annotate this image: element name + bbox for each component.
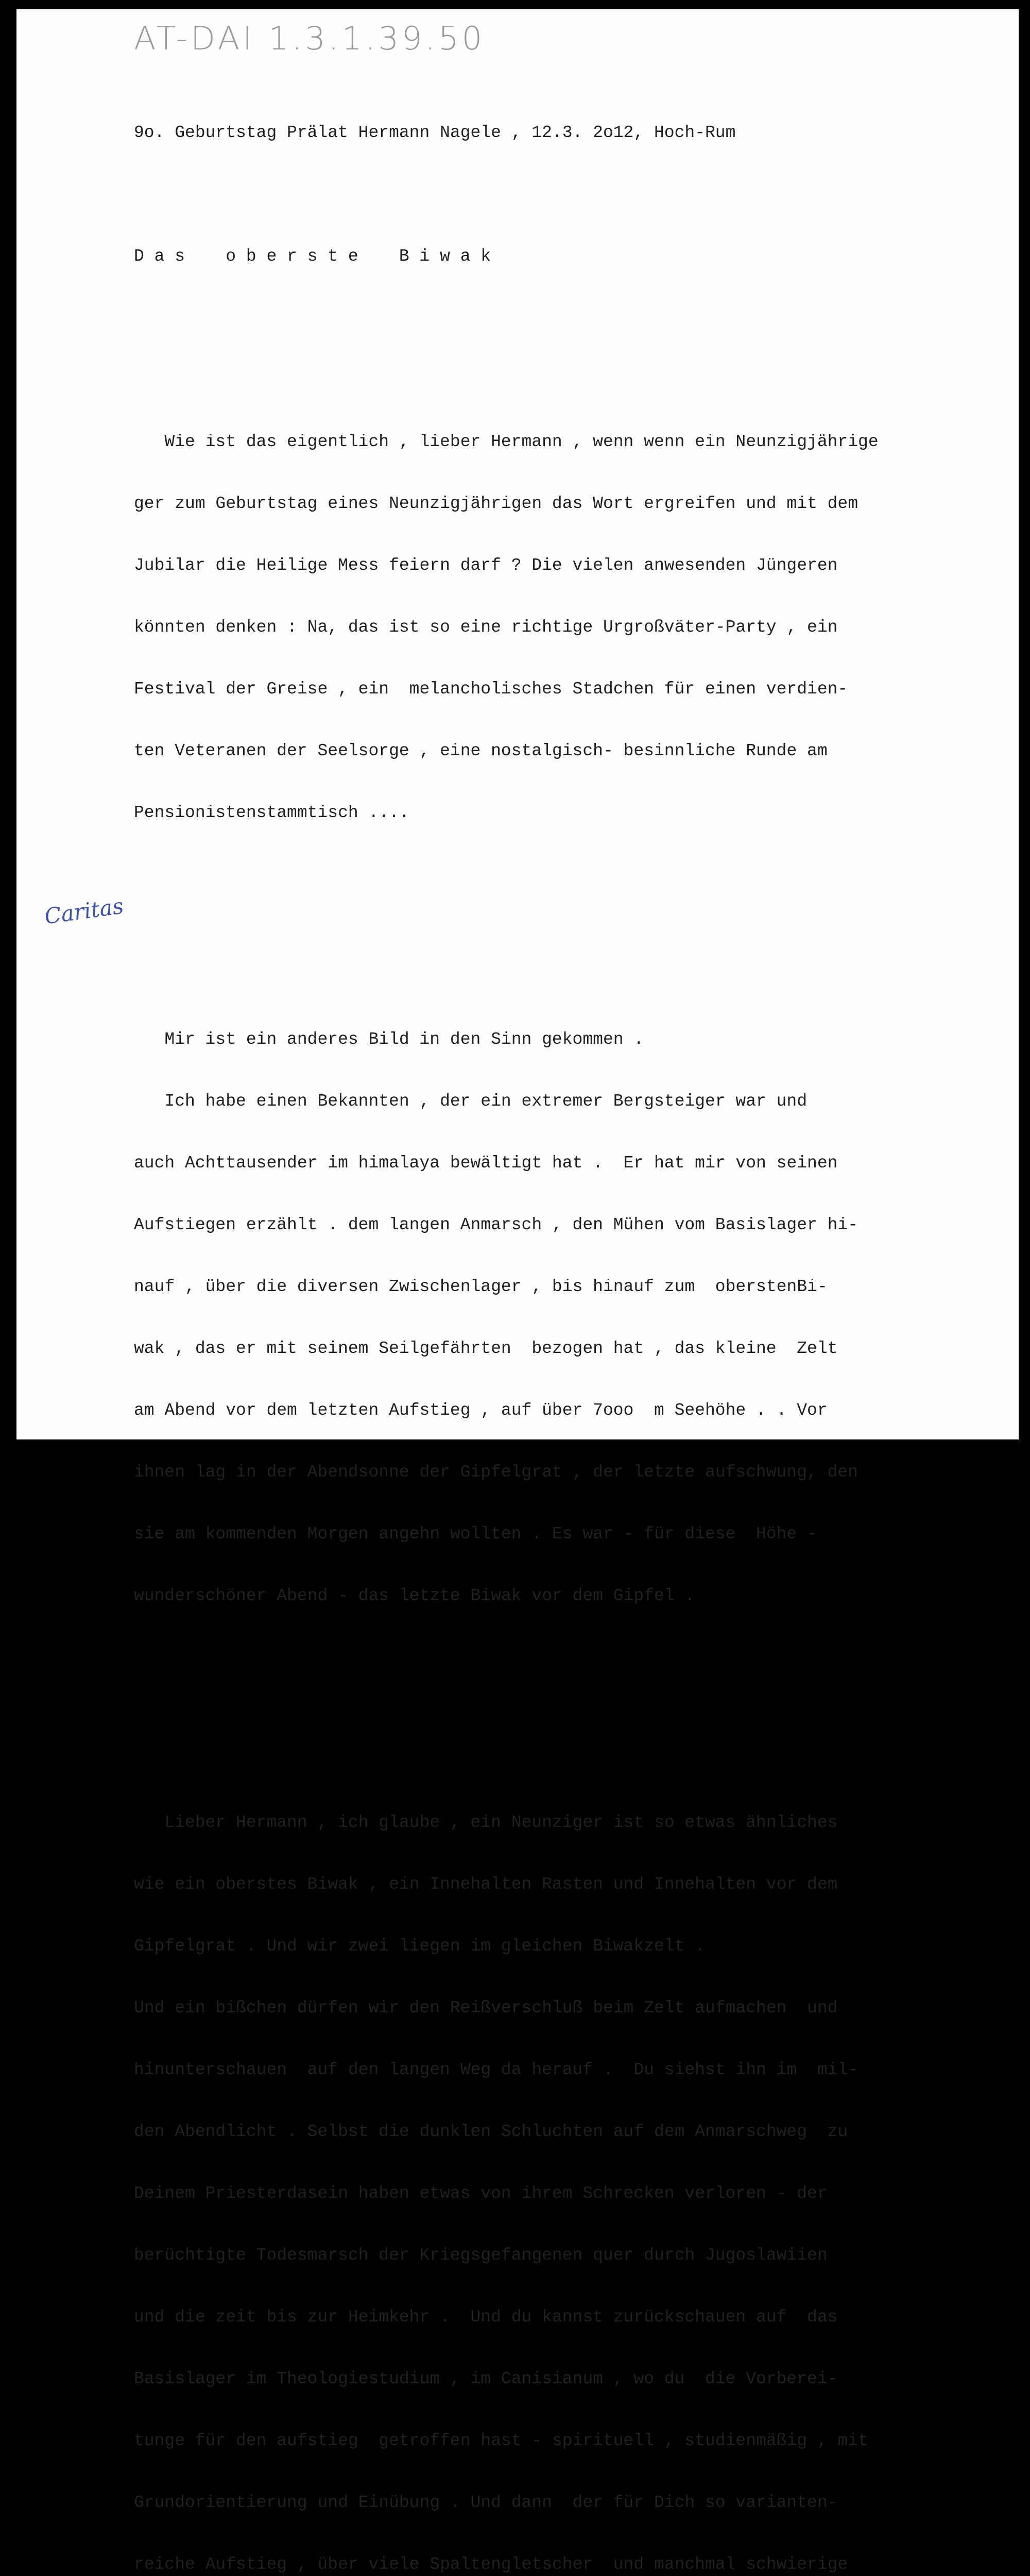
paragraph-1	[134, 391, 1020, 865]
spacer	[134, 184, 1020, 205]
text-line: wie ein oberstes Biwak , ein Innehalten Rasten und Innehalten vor dem	[134, 1875, 838, 1894]
typed-letter	[134, 81, 1020, 2576]
text-line: und die zeit bis zur Heimkehr . Und du kannst zurückschauen auf das	[134, 2308, 838, 2327]
text-line: Pensionistenstammtisch ....	[134, 803, 409, 822]
text-line: Und ein bißchen dürfen wir den Reißverschluß beim Zelt aufmachen und	[134, 1998, 838, 2018]
text-line: hinunterschauen auf den langen Weg da herauf . Du siehst ihn im mil-	[134, 2060, 859, 2079]
text-line: nauf , über die diversen Zwischenlager , bis hinauf zum oberstenBi-	[134, 1277, 828, 1296]
text-line: Wie ist das eigentlich , lieber Hermann , wenn wenn ein Neunzigjährige	[134, 432, 879, 451]
text-line: Festival der Greise , ein melancholisches Stadchen für einen verdien-	[134, 680, 848, 699]
archive-reference: AT-DAI 1.3.1.39.50	[134, 20, 486, 57]
text-line: ten Veteranen der Seelsorge , eine nostalgisch- besinnliche Runde am	[134, 741, 828, 760]
text-line: Lieber Hermann , ich glaube , ein Neunziger ist so etwas ähnliches	[134, 1813, 838, 1832]
text-line: Basislager im Theologiestudium , im Canisianum , wo du die Vorberei-	[134, 2369, 838, 2388]
text-line: Mir ist ein anderes Bild in den Sinn gekommen .	[134, 1030, 644, 1049]
text-line: Aufstiegen erzählt . dem langen Anmarsch , den Mühen vom Basislager hi-	[134, 1215, 859, 1234]
text-line: Gipfelgrat . Und wir zwei liegen im gleichen Biwakzelt .	[134, 1937, 705, 1956]
spacer	[134, 906, 1020, 926]
text-line: ihnen lag in der Abendsonne der Gipfelgrat , der letzte aufschwung, den	[134, 1463, 859, 1482]
spacer	[134, 1689, 1020, 1709]
handwritten-margin-note: Caritas	[43, 893, 125, 929]
text-line: berüchtigte Todesmarsch der Kriegsgefangenen quer durch Jugoslawiien	[134, 2246, 828, 2265]
spacer	[134, 308, 1020, 329]
paragraph-2	[134, 988, 1020, 1648]
text-line: Deinem Priesterdasein haben etwas von ihrem Schrecken verloren - der	[134, 2184, 828, 2203]
paragraph-3	[134, 1771, 1020, 2576]
text-line: Jubilar die Heilige Mess feiern darf ? Die vielen anwesenden Jüngeren	[134, 556, 838, 575]
header-line: 9o. Geburtstag Prälat Hermann Nagele , 12.3. 2o12, Hoch-Rum	[134, 123, 736, 142]
text-line: wunderschöner Abend - das letzte Biwak vor dem Gipfel .	[134, 1586, 695, 1605]
text-line: sie am kommenden Morgen angehn wollten . Es war - für diese Höhe -	[134, 1524, 817, 1544]
text-line: reiche Aufstieg , über viele Spaltengletscher und manchmal schwierige	[134, 2555, 848, 2574]
text-line: Ich habe einen Bekannten , der ein extremer Bergsteiger war und	[134, 1092, 808, 1111]
text-line: Grundorientierung und Einübung . Und dann der für Dich so varianten-	[134, 2493, 838, 2512]
letter-title: D a s o b e r s t e B i w a k	[134, 247, 491, 266]
text-line: auch Achttausender im himalaya bewältigt hat . Er hat mir von seinen	[134, 1154, 838, 1173]
text-line: könnten denken : Na, das ist so eine richtige Urgroßväter-Party , ein	[134, 618, 838, 637]
text-line: wak , das er mit seinem Seilgefährten bezogen hat , das kleine Zelt	[134, 1339, 838, 1358]
document-page	[16, 9, 1019, 2574]
text-line: am Abend vor dem letzten Aufstieg , auf über 7ooo m Seehöhe . . Vor	[134, 1401, 828, 1420]
text-line: tunge für den aufstieg getroffen hast - spirituell , studienmäßig , mit	[134, 2431, 868, 2450]
text-line: den Abendlicht . Selbst die dunklen Schluchten auf dem Anmarschweg zu	[134, 2122, 848, 2141]
text-line: ger zum Geburtstag eines Neunzigjährigen das Wort ergreifen und mit dem	[134, 494, 859, 513]
